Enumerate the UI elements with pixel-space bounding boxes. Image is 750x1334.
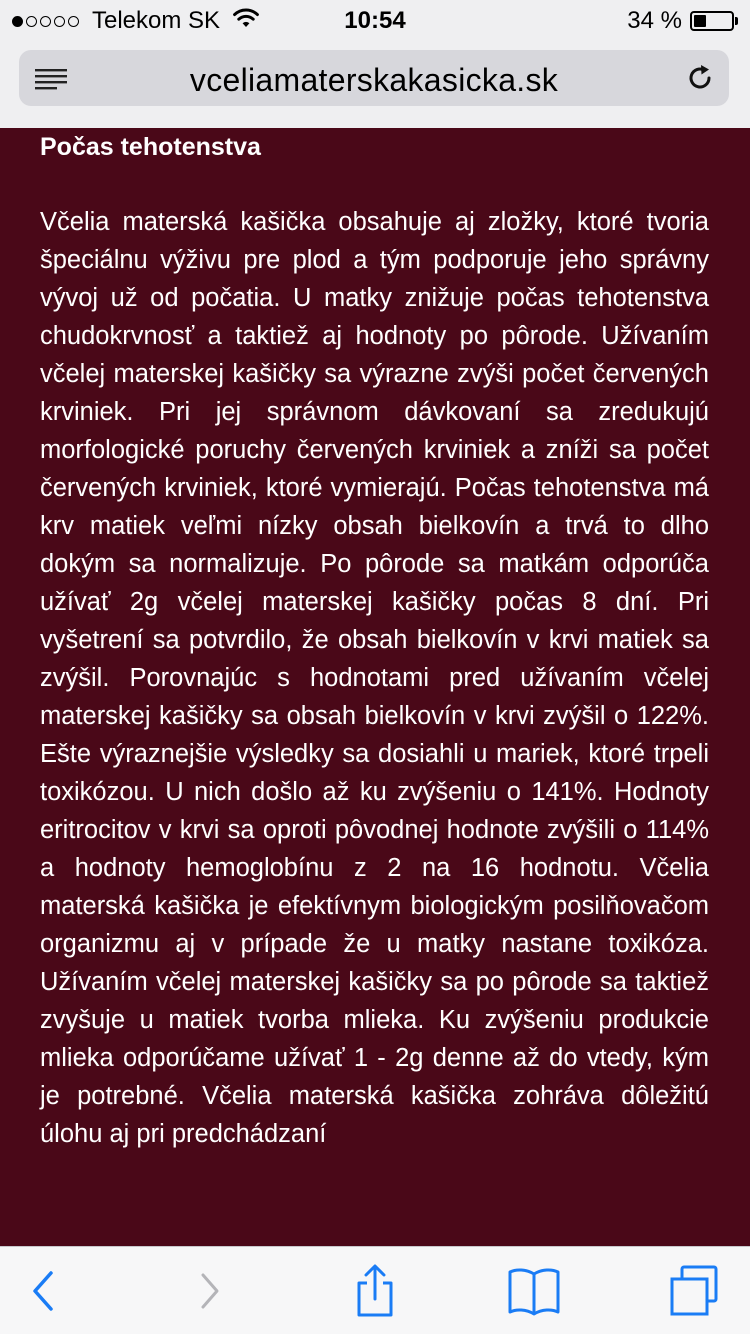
article-heading: Počas tehotenstva [40,133,261,161]
carrier-name: Telekom SK [92,7,221,34]
back-icon [29,1269,59,1313]
bookmarks-button[interactable] [504,1261,564,1321]
battery-icon [690,11,734,31]
battery-level-fill [694,15,706,27]
address-bar[interactable] [19,50,729,106]
forward-button[interactable] [180,1261,240,1321]
tabs-icon [667,1264,721,1318]
tabs-button[interactable] [664,1261,724,1321]
browser-toolbar [0,1246,750,1334]
url-text[interactable]: vceliamaterskakasicka.sk [189,62,559,98]
share-icon [353,1263,397,1319]
status-bar [0,0,750,42]
bookmarks-icon [506,1266,562,1316]
back-button[interactable] [14,1261,74,1321]
battery-percentage: 34 % [627,7,682,34]
status-time: 10:54 [344,7,406,34]
share-button[interactable] [345,1261,405,1321]
forward-icon [195,1269,225,1313]
article-content [0,128,750,1246]
status-right [627,7,738,35]
article-paragraph: Včelia materská kašička obsahuje aj zložky, ktoré tvoria špeciálnu výživu pre plod a tým podporuje jeho správny vývoj už od počatia. U matky znižuje počas tehotenstva chudokrvnosť a taktiež aj hodnoty po pôrode. Užívaním včelej materskej kašičky sa výrazne zvýši počet červených krviniek. Pri jej správnom dávkovaní sa zredukujú morfologické poruchy červených krviniek a zníži sa počet červených krviniek, ktoré vymierajú. Počas tehotenstva má krv matiek veľmi nízky obsah bielkovín a trvá to dlho dokým sa normalizuje. Po pôrode sa matkám odporúča užívať 2g včelej materskej kašičky počas 8 dní. Pri vyšetrení sa potvrdilo, že obsah bielkovín v krvi matiek sa zvýšil. Porovnajúc s hodnotami pred užívaním včelej materskej kašičky sa obsah bielkovín v krvi zvýšil o 122%. Ešte výraznejšie výsledky sa dosiahli u mariek, ktoré trpeli toxikózou. U nich došlo až ku zvýšeniu o 141%. Hodnoty eritrocitov v krvi sa oproti pôvodnej hodnote zvýšili o 114% a hodnoty hemoglobínu z 2 na 16 hodnotu. Včelia materská kašička je efektívnym biologickým posilňovačom organizmu aj v prípade že u matky nastane toxikóza. Užívaním včelej materskej kašičky sa po pôrode sa taktiež zvyšuje u matiek tvorba mlieka. Ku zvýšeniu produkcie mlieka odporúčame užívať 1 - 2g denne až do vtedy, kým je potrebné. Včelia materská kašička zohráva dôležitú úlohu aj pri predchádzaní [40,208,709,1148]
browser-address-header [0,42,750,128]
reload-icon[interactable] [685,63,715,93]
battery-tip [735,17,738,25]
